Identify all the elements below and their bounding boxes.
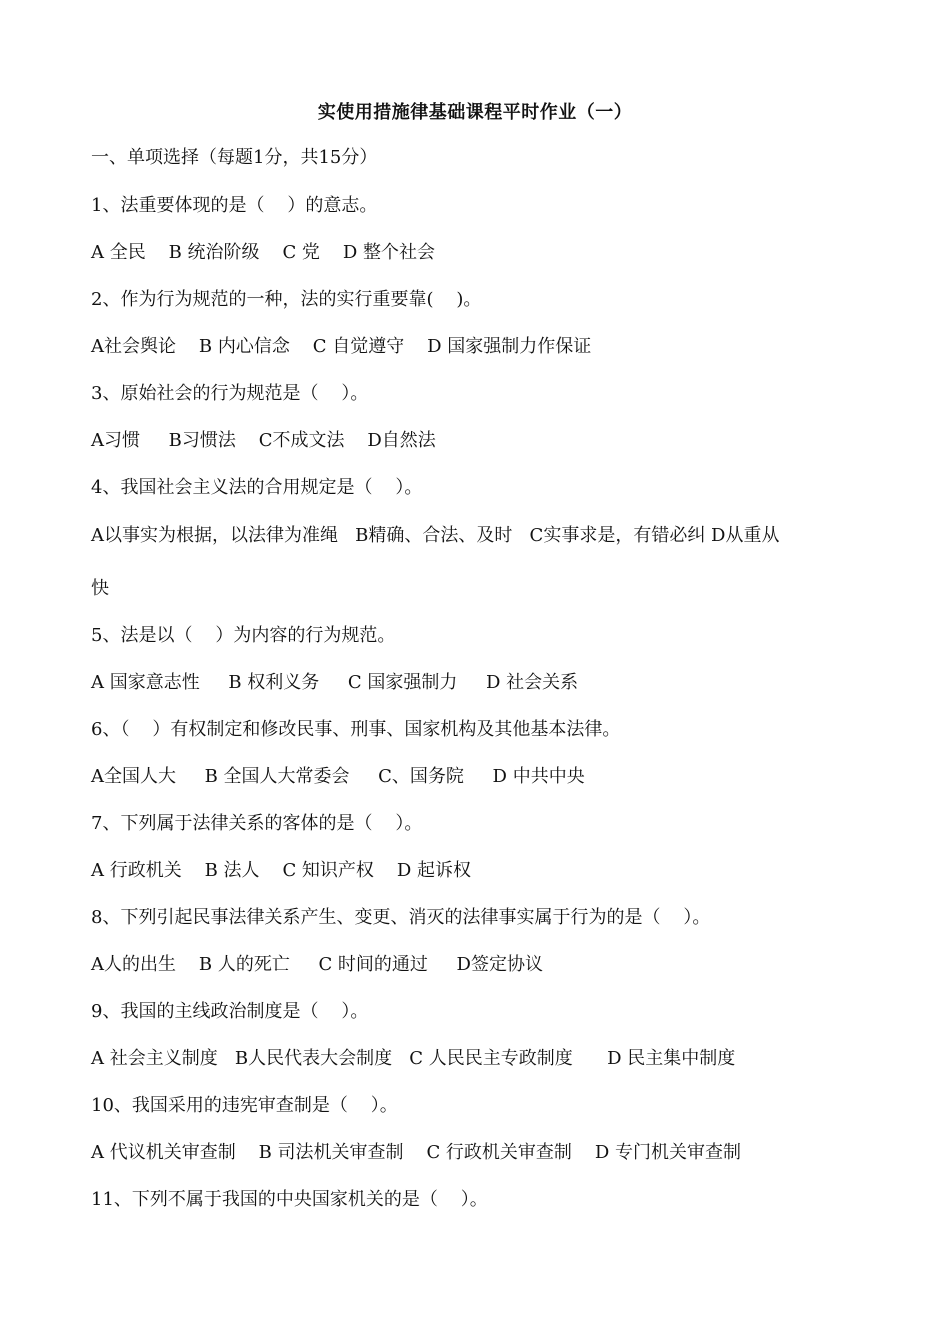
question-3: 3、原始社会的行为规范是（ ）。 [91, 383, 369, 404]
question-6-options: A全国人大 B 全国人大常委会 C、国务院 D 中共中央 [91, 766, 585, 787]
question-5-options: A 国家意志性 B 权利义务 C 国家强制力 D 社会关系 [91, 672, 579, 693]
question-5: 5、法是以（ ）为内容的行为规范。 [91, 625, 396, 646]
question-4-options-continued: 快 [91, 578, 109, 599]
question-7-options: A 行政机关 B 法人 C 知识产权 D 起诉权 [91, 860, 471, 881]
question-9-options: A 社会主义制度 B人民代表大会制度 C 人民民主专政制度 D 民主集中制度 [91, 1048, 736, 1069]
question-3-options: A习惯 B习惯法 C不成文法 D自然法 [91, 430, 436, 451]
question-9: 9、我国的主线政治制度是（ ）。 [91, 1001, 369, 1022]
question-2-options: A社会舆论 B 内心信念 C 自觉遵守 D 国家强制力作保证 [91, 336, 592, 357]
question-2: 2、作为行为规范的一种，法的实行重要靠( )。 [91, 289, 482, 310]
question-10-options: A 代议机关审查制 B 司法机关审查制 C 行政机关审查制 D 专门机关审查制 [91, 1142, 741, 1163]
question-4: 4、我国社会主义法的合用规定是（ ）。 [91, 477, 423, 498]
question-4-options: A以事实为根据，以法律为准绳 B精确、合法、及时 C实事求是，有错必纠 D从重从 [91, 525, 780, 546]
question-7: 7、下列属于法律关系的客体的是（ ）。 [91, 813, 423, 834]
question-8-options: A人的出生 B 人的死亡 C 时间的通过 D签定协议 [91, 954, 543, 975]
question-6: 6、（ ）有权制定和修改民事、刑事、国家机构及其他基本法律。 [91, 719, 621, 740]
question-11: 11、下列不属于我国的中央国家机关的是（ ）。 [91, 1189, 488, 1210]
question-8: 8、下列引起民事法律关系产生、变更、消灭的法律事实属于行为的是（ ）。 [91, 907, 711, 928]
page-title: 实使用措施律基础课程平时作业（一） [317, 102, 633, 123]
section-heading: 一、单项选择（每题1分，共15分） [91, 147, 378, 168]
question-1: 1、法重要体现的是（ ）的意志。 [91, 195, 378, 216]
question-10: 10、我国采用的违宪审查制是（ ）。 [91, 1095, 398, 1116]
question-1-options: A 全民 B 统治阶级 C 党 D 整个社会 [91, 242, 435, 263]
